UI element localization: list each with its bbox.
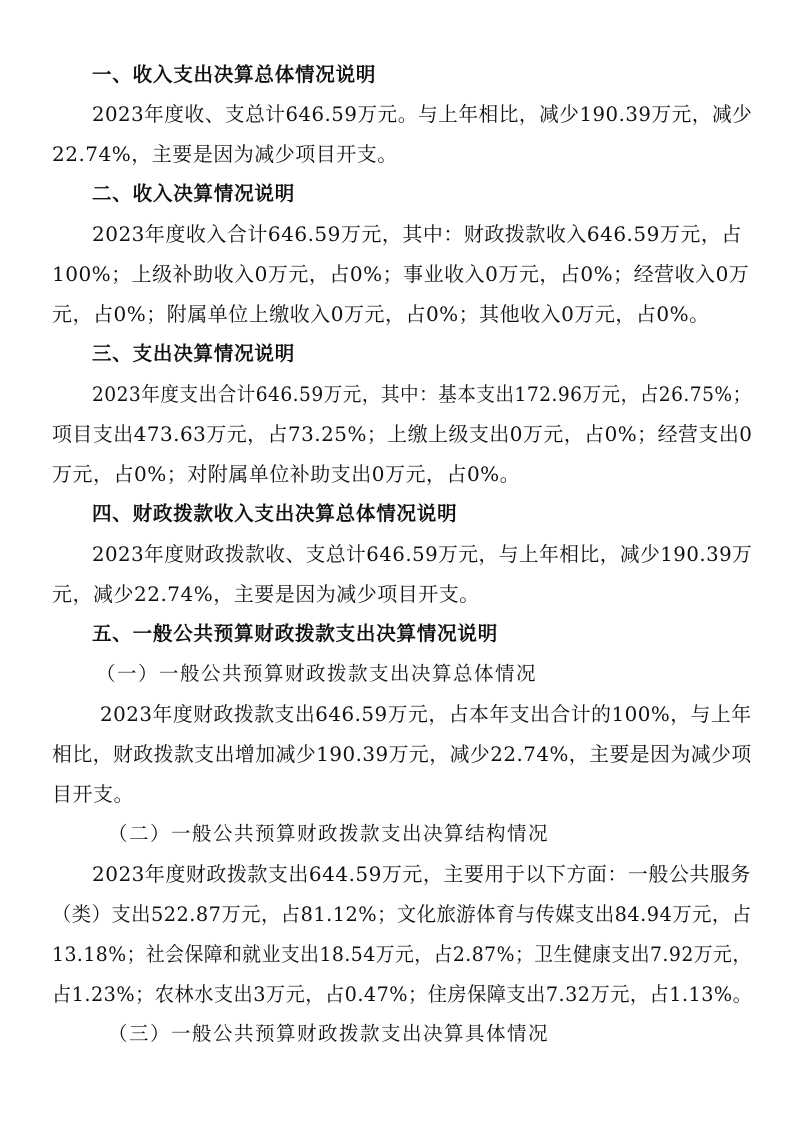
section-heading-2: 二、收入决算情况说明 — [92, 182, 296, 205]
paragraph-line: 万元，占0%；对附属单位补助支出0万元，占0%。 — [52, 462, 521, 486]
section-heading-1: 一、收入支出决算总体情况说明 — [92, 63, 377, 86]
subsection-heading-3: （三）一般公共预算财政拨款支出决算具体情况 — [108, 1022, 550, 1045]
paragraph-line: 2023年度财政拨款支出646.59万元，占本年支出合计的100%，与上年 — [100, 702, 752, 726]
paragraph-line: 元，占0%；附属单位上缴收入0万元，占0%；其他收入0万元，占0%。 — [52, 302, 710, 326]
paragraph-line: 13.18%；社会保障和就业支出18.54万元，占2.87%；卫生健康支出7.92万元， — [52, 942, 752, 966]
paragraph-line: 2023年度财政拨款支出644.59万元，主要用于以下方面：一般公共服务 — [92, 862, 751, 886]
paragraph-line: 2023年度收入合计646.59万元，其中：财政拨款收入646.59万元，占 — [92, 222, 742, 246]
paragraph-line: （类）支出522.87万元，占81.12%；文化旅游体育与传媒支出84.94万元，占 — [52, 902, 752, 926]
paragraph-line: 2023年度收、支总计646.59万元。与上年相比，减少190.39万元，减少 — [92, 102, 753, 126]
section-heading-4: 四、财政拨款收入支出决算总体情况说明 — [92, 502, 458, 525]
paragraph-line: 2023年度支出合计646.59万元，其中：基本支出172.96万元，占26.75%； — [92, 382, 752, 406]
paragraph-line: 元，减少22.74%，主要是因为减少项目开支。 — [52, 582, 480, 606]
paragraph-line: 相比，财政拨款支出增加减少190.39万元，减少22.74%，主要是因为减少项 — [52, 742, 752, 766]
paragraph-line: 目开支。 — [52, 782, 134, 806]
paragraph-line: 占1.23%；农林水支出3万元，占0.47%；住房保障支出7.32万元，占1.13%。 — [52, 982, 753, 1006]
paragraph-line: 22.74%，主要是因为减少项目开支。 — [52, 142, 398, 166]
section-heading-3: 三、支出决算情况说明 — [92, 342, 296, 365]
section-heading-5: 五、一般公共预算财政拨款支出决算情况说明 — [92, 622, 499, 645]
paragraph-line: 项目支出473.63万元，占73.25%；上缴上级支出0万元，占0%；经营支出0 — [52, 422, 753, 446]
subsection-heading-2: （二）一般公共预算财政拨款支出决算结构情况 — [108, 822, 550, 845]
paragraph-line: 100%；上级补助收入0万元，占0%；事业收入0万元，占0%；经营收入0万 — [52, 262, 750, 286]
subsection-heading-1: （一）一般公共预算财政拨款支出决算总体情况 — [96, 662, 538, 685]
paragraph-line: 2023年度财政拨款收、支总计646.59万元，与上年相比，减少190.39万 — [92, 542, 753, 566]
